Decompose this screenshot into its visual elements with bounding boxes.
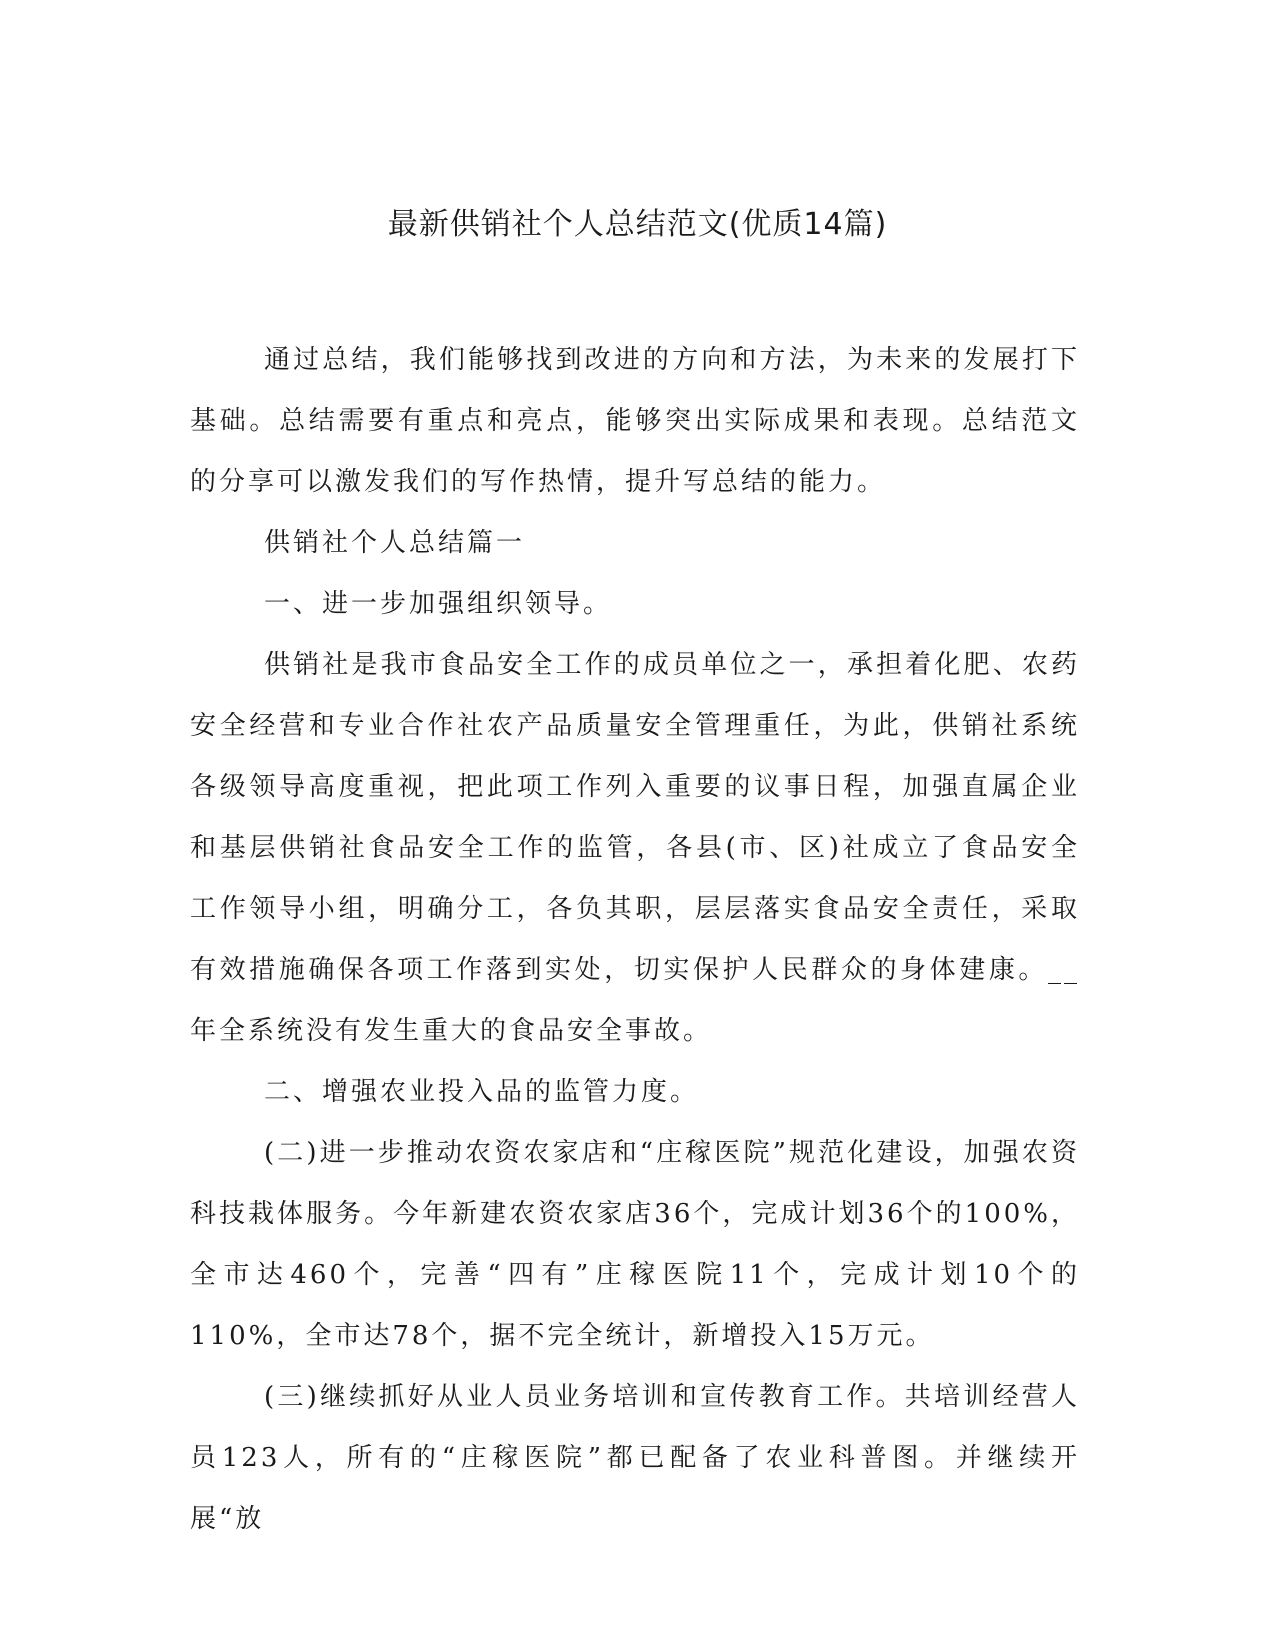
section-heading: 供销社个人总结篇一 xyxy=(264,528,526,558)
document-body xyxy=(190,330,1080,1550)
intro-paragraph: 通过总结，我们能够找到改进的方向和方法，为未来的发展打下基础。总结需要有重点和亮点，能够突出实际成果和表现。总结范文的分享可以激发我们的写作热情，提升写总结的能力。 xyxy=(190,345,1080,497)
subheading-1: 一、进一步加强组织领导。 xyxy=(264,589,613,619)
body-paragraph: (二)进一步推动农资农家店和“庄稼医院”规范化建设，加强农资科技栽体服务。今年新建农资农家店36个，完成计划36个的100%，全市达460个，完善“四有”庄稼医院11个，完成计划10个的110%，全市达78个，据不完全统计，新增投入15万元。 xyxy=(190,1138,1080,1351)
subheading-2: 二、增强农业投入品的监管力度。 xyxy=(264,1077,700,1107)
body-paragraph: 供销社是我市食品安全工作的成员单位之一，承担着化肥、农药安全经营和专业合作社农产品质量安全管理重任，为此，供销社系统各级领导高度重视，把此项工作列入重要的议事日程，加强直属企业和基层供销社食品安全工作的监管，各县(市、区)社成立了食品安全工作领导小组，明确分工，各负其职，层层落实食品安全责任，采取有效措施确保各项工作落到实处，切实保护人民群众的身体建康。__年全系统没有发生重大的食品安全事故。 xyxy=(190,650,1080,1046)
body-paragraph: (三)继续抓好从业人员业务培训和宣传教育工作。共培训经营人员123人，所有的“庄稼医院”都已配备了农业科普图。并继续开展“放 xyxy=(190,1382,1080,1534)
document-title: 最新供销社个人总结范文(优质14篇) xyxy=(387,207,888,242)
